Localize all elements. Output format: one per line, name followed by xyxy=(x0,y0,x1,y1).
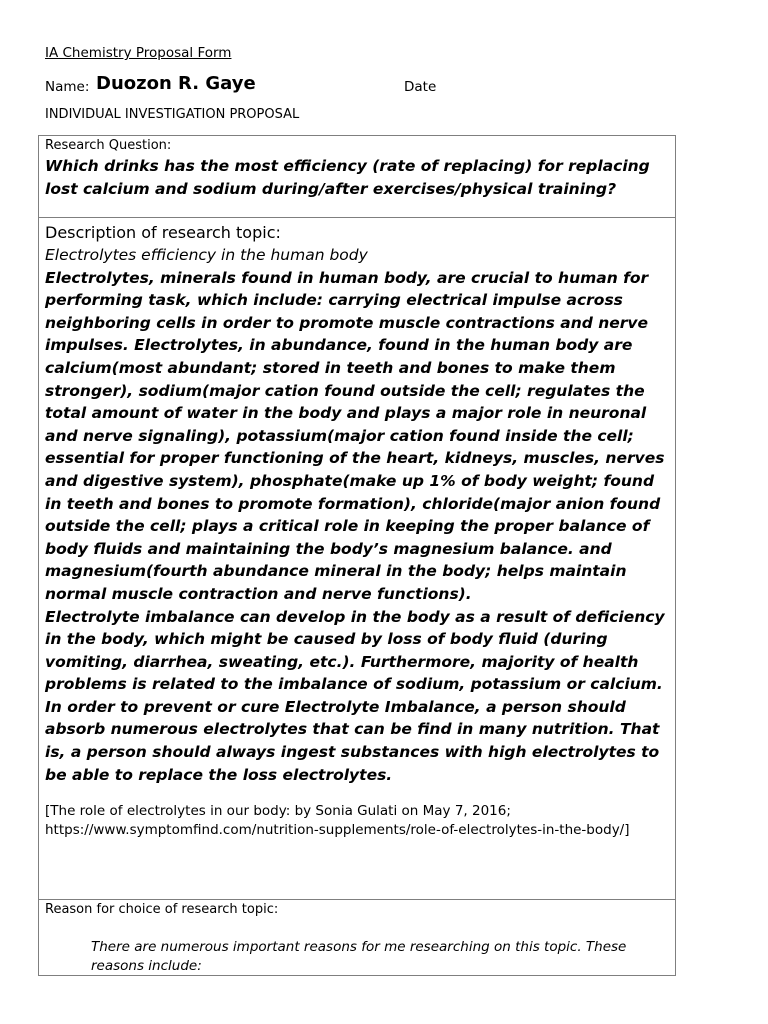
reason-label: Reason for choice of research topic: xyxy=(45,902,279,917)
description-paragraph: Electrolytes, minerals found in human body, are crucial to human for performing task, which include: carrying electrical impulse across neighboring cells in order to promote muscle contractions and nerve impulses. Electrolytes, in abundance, found in the human body are calcium(most abundant; stored in teeth and bones to make them stronger), sodium(major cation found outside the cell; regulates the total amount of water in the body and plays a major role in neuronal and nerve signaling), potassium(major cation found inside the cell; essential for proper functioning of the heart, kidneys, muscles, nerves and digestive system), phosphate(make up 1% of body weight; found in teeth and bones to promote formation), chloride(major anion found outside the cell; plays a critical role in keeping the proper balance of body fluids and maintaining the body’s magnesium balance. and magnesium(fourth abundance mineral in the body; helps maintain normal muscle contraction and nerve functions). xyxy=(45,268,665,603)
student-name: Duozon R. Gaye xyxy=(96,73,256,94)
description-body xyxy=(45,244,669,786)
reason-section xyxy=(39,900,675,977)
research-question-label: Research Question: xyxy=(45,138,172,153)
form-title: IA Chemistry Proposal Form xyxy=(45,45,232,61)
proposal-subtitle: INDIVIDUAL INVESTIGATION PROPOSAL xyxy=(45,107,300,122)
research-question-section xyxy=(39,136,675,218)
description-paragraph: In order to prevent or cure Electrolyte Imbalance, a person should absorb numerous electrolytes that can be find in many nutrition. That is, a person should always ingest substances with high electrolytes to be able to replace the loss electrolytes. xyxy=(45,697,660,784)
name-row xyxy=(45,73,685,97)
reason-text: There are numerous important reasons for me researching on this topic. These reasons include: xyxy=(91,939,627,974)
date-label: Date xyxy=(404,79,437,95)
description-label: Description of research topic: xyxy=(45,223,281,242)
citation: [The role of electrolytes in our body: by Sonia Gulati on May 7, 2016; https://www.symptomfind.com/nutrition-supplements/role-of-electrolytes-in-the-body/] xyxy=(45,803,630,838)
description-paragraph: Electrolyte imbalance can develop in the body as a result of deficiency in the body, which might be caused by loss of body fluid (during vomiting, diarrhea, sweating, etc.). Furthermore, majority of health problems is related to the imbalance of sodium, potassium or calcium. xyxy=(45,607,665,694)
description-subheading: Electrolytes efficiency in the human body xyxy=(45,246,368,264)
description-section xyxy=(39,218,675,900)
research-question-text: Which drinks has the most efficiency (rate of replacing) for replacing lost calcium and sodium during/after exercises/physical training? xyxy=(45,157,650,198)
name-label: Name: xyxy=(45,79,90,95)
proposal-table xyxy=(38,135,676,976)
